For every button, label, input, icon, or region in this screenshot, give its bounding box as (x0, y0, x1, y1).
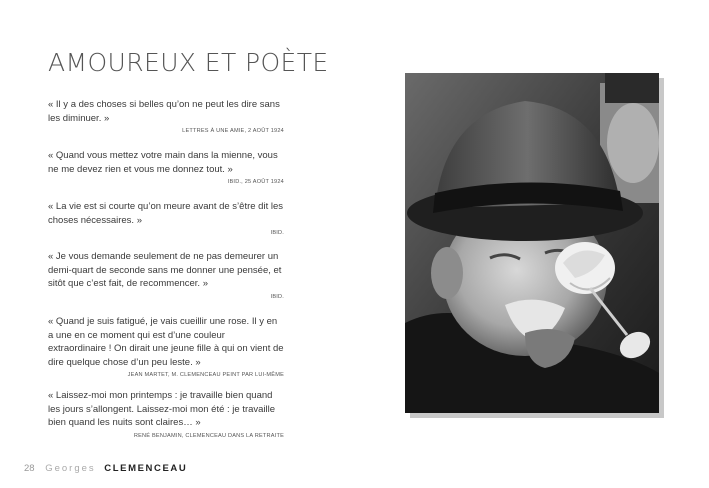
quote-source: LETTRES À UNE AMIE, 2 AOÛT 1924 (182, 128, 284, 135)
quote-block (48, 250, 284, 301)
portrait-photo (405, 73, 659, 413)
quote-source: IBID., 25 AOÛT 1924 (227, 179, 284, 186)
quote-source: IBID. (270, 230, 284, 237)
quote-block (48, 200, 284, 237)
quote-block (48, 98, 284, 135)
quote-text: « Quand je suis fatigué, je vais cueillir une rose. Il y en a une en ce moment qui est d’une couleur extraordinaire ! On dirait une jeune fille à qui on vient de dire quelque chose d’un peu leste. » (48, 316, 284, 368)
page-title: AMOUREUX ET POÈTE (48, 48, 329, 77)
quote-block (48, 149, 284, 186)
quote-block (48, 389, 284, 440)
quote-text: « La vie est si courte qu’on meure avant de s’être dit les choses nécessaires. » (48, 201, 283, 226)
quote-source: RENÉ BENJAMIN, CLEMENCEAU DANS LA RETRAITE (133, 432, 284, 439)
page-footer (24, 463, 187, 474)
quote-source: JEAN MARTET, M. CLEMENCEAU PEINT PAR LUI-MÊME (127, 372, 284, 379)
footer-last-name: CLEMENCEAU (104, 463, 188, 474)
quote-text: « Je vous demande seulement de ne pas demeurer un demi-quart de seconde sans me donner une pensée, et sitôt que c’est fait, de recommencer. » (48, 251, 282, 290)
quote-text: « Laissez-moi mon printemps : je travaille bien quand les jours s’allongent. Laissez-moi mon été : je travaille bien quand les nuits sont claires… » (48, 390, 276, 429)
quote-block (48, 315, 284, 379)
footer-first-name: Georges (45, 463, 96, 474)
quote-text: « Il y a des choses si belles qu’on ne peut les dire sans les diminuer. » (48, 99, 280, 124)
quote-source: IBID. (270, 293, 284, 300)
quote-text: « Quand vous mettez votre main dans la mienne, vous ne me devez rien et vous me donnez tout. » (48, 150, 278, 175)
page-number: 28 (24, 463, 35, 474)
portrait-illustration (405, 73, 659, 413)
